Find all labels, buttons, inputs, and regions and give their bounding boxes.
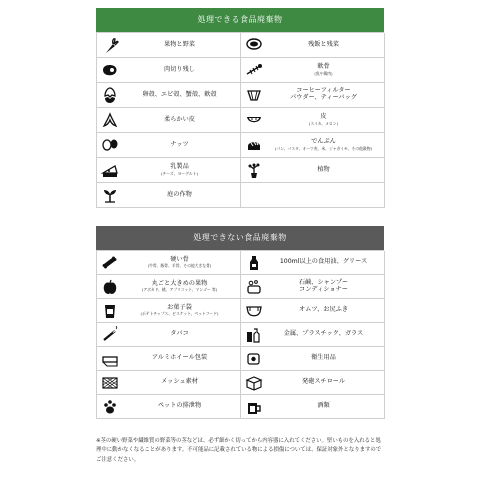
grid-item [241,33,385,58]
grid-item [97,58,241,83]
watermelon-icon [241,108,267,132]
item-label: ナッツ [170,140,189,148]
item-label: 肉切り残し [164,65,195,73]
aluminum-foil-icon [97,347,123,370]
item-label: コーヒーフィルター パウダー、ティーバッグ [290,87,357,101]
item-text [267,280,384,294]
grid-item [97,395,241,419]
item-label: アルミホイール包装 [151,354,208,362]
rice-bowl-icon [241,33,267,57]
beer-mug-icon [241,395,267,418]
item-sublabel: (アボカド、桃、アプリコット、マンゴー 等) [141,287,218,293]
item-sublabel: (魚や鶏肉) [314,70,333,76]
item-label: お菓子袋 [167,303,192,311]
item-label: ペットの排泄物 [157,402,202,410]
item-text [123,142,240,149]
item-sublabel: (スイカ、メロン) [308,120,339,126]
grid-item [241,371,385,395]
item-text [123,403,240,410]
item-text [267,355,384,362]
item-label: 庭の作物 [167,190,192,198]
metal-plastic-glass-icon [241,323,267,346]
empty-slot [241,183,267,207]
vegetable-icon [97,33,123,57]
coffee-filter-icon [241,83,267,107]
item-label: 100ml以上の食用油、グリース [279,258,368,266]
item-label: 植物 [317,165,330,173]
item-label: でんぷん [311,138,336,145]
grid-item [241,251,385,275]
item-sublabel: (ポテトチップス、ビスケット、ペットフード) [140,311,219,317]
grid-item [241,83,385,108]
item-text [267,167,384,174]
item-text [267,139,384,151]
item-label: オムツ、お尻ふき [298,306,349,314]
cigarette-icon [97,323,123,346]
non-disposable-panel-title: 処理できない食品廃棄物 [96,226,384,250]
whole-fruit-icon [97,275,123,298]
diaper-icon [241,299,267,322]
item-label: 柔らかい皮 [164,115,195,123]
snack-bag-icon [97,299,123,322]
item-label: 果物と野菜 [164,40,195,48]
grid-item [97,299,241,323]
banana-peel-icon [97,108,123,132]
item-text [123,92,240,99]
item-text [123,331,240,338]
item-label: 丸ごと大きめの果物 [151,279,208,287]
item-label: 硬い骨 [170,255,189,263]
styrofoam-icon [241,371,267,394]
grid-item [97,158,241,183]
grid-item [97,323,241,347]
item-sublabel: (牛骨、豚骨、羊骨、その他大きな骨) [147,263,212,269]
item-text [123,257,240,269]
bread-icon [241,133,267,157]
item-label: 軟骨 [317,63,330,70]
item-sublabel: (チーズ、ヨーグルト) [161,170,198,176]
paw-icon [97,395,123,418]
grid-item [241,183,385,208]
grid-item [241,158,385,183]
item-label: メッシュ素材 [160,378,198,386]
item-label: 卵殻、エビ殻、蟹殻、軟殻 [142,90,217,98]
item-text [123,117,240,124]
toilet-paper-icon [241,347,267,370]
grid-item [241,275,385,299]
eggshell-icon [97,83,123,107]
item-text [267,42,384,49]
meat-icon [97,58,123,82]
item-text [123,164,240,176]
item-text [123,305,240,317]
item-label: 残飯と残菜 [308,40,339,48]
grid-item [241,133,385,158]
item-text [267,331,384,338]
sprout-icon [97,183,123,207]
disposable-grid [96,32,384,208]
grid-item [97,133,241,158]
oil-bottle-icon [241,251,267,274]
item-label: 金属、プラスチック、ガラス [283,330,364,338]
grid-item [97,371,241,395]
nuts-icon [97,133,123,157]
disposable-panel [96,8,384,208]
item-text [267,114,384,126]
grid-item [241,323,385,347]
grid-item [97,83,241,108]
caution-note: ※茎の硬い野菜や繊維質の野菜等の茎などは、必ず細かく切ってから内容器に入れてください。堅いものを入れると処理中に動かなくなることがあります。不可能品に記載されている物による損傷については、保証対象外となりますのでご注意ください。 [96,438,382,463]
potted-plant-icon [241,158,267,182]
item-text [123,355,240,362]
item-text [267,259,384,266]
item-label: 皮 [320,113,327,120]
non-disposable-grid [96,250,384,419]
item-text [267,379,384,386]
cheese-icon [97,158,123,182]
item-label: 石鹸、シャンプー コンディショナー [298,278,349,293]
item-label: 酒類 [317,402,330,410]
grid-item [241,347,385,371]
item-text [267,88,384,102]
grid-item [97,251,241,275]
grid-item [241,299,385,323]
item-text [123,281,240,293]
item-text [267,307,384,314]
grid-item [97,275,241,299]
non-disposable-panel [96,226,384,419]
item-sublabel: (パン、パスタ、オーツ麦、米、ジャガイモ、その他穀物) [275,145,372,151]
disposable-panel-title: 処理できる食品廃棄物 [96,8,384,32]
item-text [123,42,240,49]
item-text [123,379,240,386]
item-label: 発砲スチロール [301,378,346,386]
item-label: 乳製品 [170,163,189,170]
item-text [267,64,384,76]
item-text [267,403,384,410]
item-text [123,192,240,199]
grid-item [97,33,241,58]
item-text [123,67,240,74]
soap-icon [241,275,267,298]
grid-item [241,395,385,419]
item-label: 衛生用品 [311,354,336,362]
grid-item [241,58,385,83]
hard-bone-icon [97,251,123,274]
mesh-icon [97,371,123,394]
grid-item [97,347,241,371]
grid-item [97,108,241,133]
item-label: タバコ [170,330,189,338]
grid-item [97,183,241,208]
grid-item [241,108,385,133]
fish-bone-icon [241,58,267,82]
